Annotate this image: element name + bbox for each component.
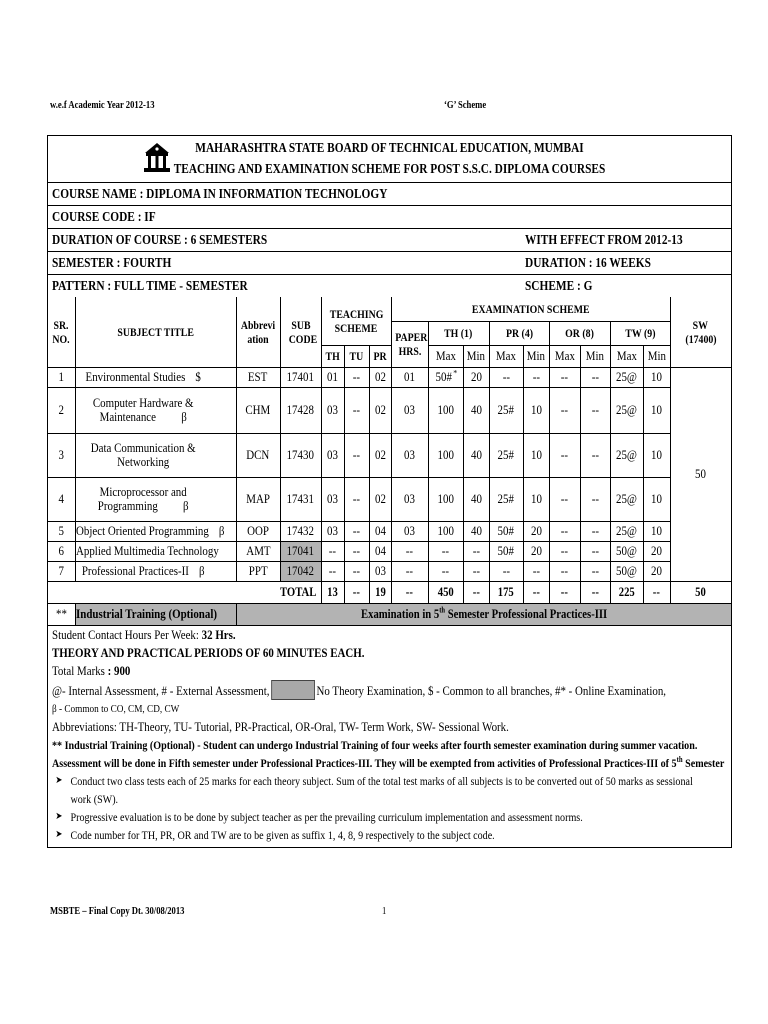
total-pr-min: -- [532, 584, 540, 599]
pr-min-cell: -- [532, 369, 540, 384]
abbreviation-cell: AMT [245, 543, 271, 558]
tw-min-cell: 10 [651, 523, 663, 538]
beta-note: β - Common to CO, CM, CD, CW [52, 702, 180, 715]
paper-cell: 03 [404, 447, 415, 462]
th-cell: 03 [327, 523, 338, 538]
course-code: COURSE CODE : IF [52, 209, 156, 224]
or-max-cell: -- [560, 369, 569, 384]
sr-no-cell: 6 [58, 543, 64, 558]
tw-min-cell: 20 [651, 563, 663, 578]
subject-mark: $ [194, 369, 201, 384]
total-or-max: -- [560, 584, 569, 599]
total-tw-min: -- [652, 584, 661, 599]
total-tw-max: 225 [618, 584, 635, 599]
or-min-cell: -- [591, 543, 599, 558]
subject-row [48, 387, 731, 433]
tw-max-cell: 25@ [616, 369, 638, 384]
subject-row [48, 433, 731, 477]
subject-row [48, 561, 731, 581]
pr-max-cell: -- [502, 563, 510, 578]
bullet-item-1: ➤ Conduct two class tests each of 25 marks for each theory subject. Sum of the total test marks of all subjects is to be converted out of 50 marks as sessional work (SW). [55, 773, 693, 806]
tu-cell: -- [352, 447, 361, 462]
scheme-document [47, 135, 732, 848]
tw-min-header: Min [647, 348, 666, 363]
duration-row [48, 229, 731, 252]
subject-title: Environmental Studies [85, 369, 185, 384]
academic-year-label: w.e.f Academic Year 2012-13 [50, 100, 155, 111]
scheme-table [48, 297, 731, 626]
paper-cell: -- [405, 563, 414, 578]
th-min-cell: -- [472, 563, 480, 578]
industrial-note-2: Assessment will be done in Fifth semester under Professional Practices-III. They will be exempted from activities of Professional Practices-III of 5th Semester [52, 754, 725, 770]
abbreviation-cell: EST [248, 369, 268, 384]
board-title: MAHARASHTRA STATE BOARD OF TECHNICAL EDUCATION, MUMBAI [195, 140, 584, 155]
subject-title-cell [75, 521, 236, 541]
teach-tu-header: TU [349, 349, 364, 363]
subject-row [48, 541, 731, 561]
page-number: 1 [382, 906, 387, 917]
sr-no-cell: 7 [58, 563, 64, 578]
or-min-cell: -- [591, 563, 599, 578]
th-cell: 03 [327, 447, 338, 462]
sub-code-cell: 17430 [286, 447, 315, 462]
table-foot [48, 581, 731, 625]
subject-mark: β [182, 498, 189, 513]
subject-row [48, 477, 731, 521]
th-max-cell: 100 [437, 523, 454, 538]
tw-min-cell: 10 [651, 369, 663, 384]
th-min-header: Min [466, 348, 486, 363]
th-min-cell: 40 [470, 491, 482, 506]
scheme-title: TEACHING AND EXAMINATION SCHEME FOR POST S.S.C. DIPLOMA COURSES [173, 161, 606, 176]
total-or-min: -- [591, 584, 599, 599]
or-max-cell: -- [560, 491, 569, 506]
tu-cell: -- [352, 543, 361, 558]
or-header: OR (8) [565, 326, 594, 340]
th-max-cell: -- [441, 543, 450, 558]
abbreviation-cell: MAP [246, 491, 270, 506]
tu-cell: -- [352, 369, 361, 384]
total-paper: -- [405, 584, 414, 599]
sw-marks-cell: 50 [695, 466, 707, 481]
pr-max-cell: 50# [497, 523, 515, 538]
bullet-item-2: ➤ Progressive evaluation is to be done by subject teacher as per the prevailing curriculum implementation and assessment norms. [55, 809, 583, 824]
contact-hours: Student Contact Hours Per Week: 32 Hrs. [52, 626, 236, 642]
subject-title: Applied Multimedia Technology [75, 543, 219, 558]
sw-header: SW [693, 317, 709, 332]
th-min-cell: 40 [470, 402, 482, 417]
or-max-cell: -- [560, 563, 569, 578]
sr-no-cell: 1 [58, 369, 64, 384]
th-max-cell: 100 [437, 402, 454, 417]
or-max-cell: -- [560, 402, 569, 417]
th-cell: -- [328, 563, 337, 578]
paper-cell: 03 [404, 402, 415, 417]
total-tu: -- [352, 584, 361, 599]
subject-mark: β [180, 409, 187, 424]
pr-cell: 03 [374, 563, 386, 578]
arrow-bullet-icon: ➤ [55, 828, 63, 840]
paper-cell: -- [405, 543, 414, 558]
footer-copy: MSBTE – Final Copy Dt. 30/08/2013 [50, 906, 185, 917]
or-min-cell: -- [591, 369, 599, 384]
sub-code-cell: 17428 [286, 402, 315, 417]
th-cell: -- [328, 543, 337, 558]
pattern: PATTERN : FULL TIME - SEMESTER [52, 278, 248, 293]
paper-cell: 01 [404, 369, 415, 384]
th-max-cell: 100 [437, 447, 454, 462]
exam-scheme-header: EXAMINATION SCHEME [471, 301, 590, 316]
th-min-cell: 40 [470, 447, 482, 462]
paper-hrs-header: PAPER HRS. [394, 330, 427, 358]
abbreviations-note: Abbreviations: TH-Theory, TU- Tutorial, PR-Practical, OR-Oral, TW- Term Work, SW- Sessional Work. [52, 718, 509, 734]
subject-title: Data Communication & [90, 440, 196, 455]
pr-min-cell: 20 [530, 543, 542, 558]
total-pr: 19 [374, 584, 386, 599]
pr-cell: 04 [374, 523, 386, 538]
semester: SEMESTER : FOURTH [52, 255, 172, 270]
grey-legend-swatch [271, 680, 315, 700]
total-th-min: -- [472, 584, 480, 599]
course-name-row [48, 183, 731, 206]
industrial-row [48, 603, 731, 625]
periods-note: THEORY AND PRACTICAL PERIODS OF 60 MINUTES EACH. [52, 644, 365, 660]
subject-row [48, 521, 731, 541]
th-max-cell: -- [441, 563, 450, 578]
sub-code-cell: 17041 [286, 543, 315, 558]
sr-no-cell: 4 [58, 491, 64, 506]
legend-line: @- Internal Assessment, # - External Assessment, No Theory Examination, $ - Common to all branches, #* - Online Examination, [52, 680, 619, 700]
abbreviation-cell: DCN [246, 447, 270, 462]
th-min-cell: -- [472, 543, 480, 558]
board-header [48, 136, 731, 183]
scheme: SCHEME : G [525, 278, 593, 293]
tw-min-cell: 10 [651, 491, 663, 506]
pr-cell: 02 [374, 402, 386, 417]
pr-cell: 04 [374, 543, 386, 558]
industrial-exam: Examination in 5th Semester Professional Practices-III [360, 605, 607, 621]
pr-max-cell: 25# [497, 447, 515, 462]
teach-th-header: TH [325, 349, 340, 363]
pr-cell: 02 [374, 447, 386, 462]
subject-title-line2: Networking [116, 454, 169, 469]
pr-max-header: Max [496, 348, 517, 363]
th-max-cell: 100 [437, 491, 454, 506]
th-cell: 03 [327, 402, 338, 417]
tw-max-cell: 25@ [616, 523, 638, 538]
tw-header: TW (9) [624, 326, 656, 340]
tw-max-header: Max [616, 348, 637, 363]
sub-code-cell: 17401 [286, 369, 315, 384]
or-max-cell: -- [560, 543, 569, 558]
or-min-cell: -- [591, 523, 599, 538]
tw-min-cell: 10 [651, 447, 663, 462]
tw-max-cell: 25@ [616, 402, 638, 417]
tw-min-cell: 10 [651, 402, 663, 417]
subject-title-cell [75, 367, 236, 387]
tw-max-cell: 25@ [616, 491, 638, 506]
tw-max-cell: 50@ [616, 543, 638, 558]
th-min-cell: 20 [470, 369, 482, 384]
pr-cell: 02 [374, 491, 386, 506]
or-max-cell: -- [560, 523, 569, 538]
industrial-note-1: ** Industrial Training (Optional) - Student can undergo Industrial Training of four weeks after fourth semester examination during summer vacation. [52, 737, 698, 752]
subject-title-cell [75, 477, 236, 521]
total-row [48, 581, 731, 603]
th-min-cell: 40 [470, 523, 482, 538]
course-duration: DURATION OF COURSE : 6 SEMESTERS [52, 232, 268, 247]
paper-cell: 03 [404, 523, 415, 538]
total-th: 13 [327, 584, 338, 599]
abbreviation-cell: CHM [245, 402, 271, 417]
tu-cell: -- [352, 402, 361, 417]
tw-max-cell: 25@ [616, 447, 638, 462]
subject-title-cell [75, 541, 236, 561]
semester-row [48, 252, 731, 275]
pr-max-cell: 50# [497, 543, 515, 558]
sub-code-cell: 17432 [286, 523, 315, 538]
table-head [48, 297, 731, 367]
online-exam-mark: * [453, 368, 458, 378]
arrow-bullet-icon: ➤ [55, 774, 63, 786]
subject-mark: β [218, 523, 224, 538]
total-th-max: 450 [437, 584, 454, 599]
pr-min-header: Min [526, 348, 546, 363]
or-max-header: Max [554, 348, 575, 363]
sub-code-cell: 17042 [286, 563, 315, 578]
sr-no-cell: 3 [58, 447, 64, 462]
total-pr-max: 175 [498, 584, 515, 599]
pr-min-cell: 10 [530, 447, 542, 462]
tw-max-cell: 50@ [616, 563, 638, 578]
subject-title-cell [75, 387, 236, 433]
industrial-mark: ** [55, 606, 67, 621]
pr-header: PR (4) [505, 326, 533, 340]
subject-rows [48, 367, 731, 581]
abbreviation-cell: OOP [247, 523, 269, 538]
notes-section [48, 626, 731, 847]
subject-title-cell [75, 561, 236, 581]
sub-code-cell: 17431 [286, 491, 315, 506]
tw-min-cell: 20 [651, 543, 663, 558]
total-label: TOTAL [280, 584, 317, 599]
tu-cell: -- [352, 563, 361, 578]
subject-title: Professional Practices-II [81, 563, 189, 578]
teach-pr-header: PR [373, 349, 387, 363]
or-min-cell: -- [591, 402, 599, 417]
th-cell: 03 [327, 491, 338, 506]
pr-min-cell: -- [532, 563, 540, 578]
subject-row [48, 367, 731, 387]
effect-from: WITH EFFECT FROM 2012-13 [525, 232, 683, 247]
subject-title: Object Oriented Programming [75, 523, 209, 538]
paper-cell: 03 [404, 491, 415, 506]
sw-code: (17400) [685, 331, 717, 346]
sr-header: SR. NO. [52, 317, 70, 346]
or-min-cell: -- [591, 491, 599, 506]
total-marks: Total Marks : 900 [52, 662, 131, 678]
or-min-cell: -- [591, 447, 599, 462]
subject-title: Computer Hardware & [92, 395, 194, 410]
industrial-title: Industrial Training (Optional) [75, 606, 217, 621]
subject-mark: β [198, 563, 205, 578]
pr-max-cell: -- [502, 369, 510, 384]
or-max-cell: -- [560, 447, 569, 462]
sub-code-header: SUB CODE [288, 317, 317, 346]
pr-cell: 02 [374, 369, 386, 384]
tu-cell: -- [352, 523, 361, 538]
subject-title: Microprocessor and [99, 484, 187, 499]
pr-min-cell: 10 [530, 491, 542, 506]
subject-title-header: SUBJECT TITLE [117, 324, 194, 339]
subject-title-line2: Maintenance [99, 409, 156, 424]
sr-no-cell: 2 [58, 402, 64, 417]
th-max-cell: 50# [435, 369, 452, 384]
th-max-header: Max [435, 348, 456, 363]
pr-max-cell: 25# [497, 402, 515, 417]
th-cell: 01 [327, 369, 338, 384]
sr-no-cell: 5 [58, 523, 64, 538]
abbreviation-cell: PPT [248, 563, 268, 578]
pr-max-cell: 25# [497, 491, 515, 506]
arrow-bullet-icon: ➤ [55, 810, 63, 822]
course-name: COURSE NAME : DIPLOMA IN INFORMATION TECHNOLOGY [52, 186, 388, 201]
tu-cell: -- [352, 491, 361, 506]
scheme-label: ‘G’ Scheme [444, 100, 487, 111]
or-min-header: Min [585, 348, 605, 363]
pr-min-cell: 10 [530, 402, 542, 417]
bullet-item-3: ➤ Code number for TH, PR, OR and TW are to be given as suffix 1, 4, 8, 9 respectively to the subject code. [55, 827, 495, 842]
abbreviation-header: Abbrevi ation [240, 317, 276, 346]
pr-min-cell: 20 [530, 523, 542, 538]
pattern-row [48, 275, 731, 297]
total-sw: 50 [695, 584, 707, 599]
duration-weeks: DURATION : 16 WEEKS [525, 255, 651, 270]
th-header: TH (1) [444, 326, 473, 340]
subject-title-line2: Programming [97, 498, 158, 513]
course-code-row [48, 206, 731, 229]
teaching-scheme-header: TEACHING SCHEME [329, 306, 384, 335]
subject-title-cell [75, 433, 236, 477]
